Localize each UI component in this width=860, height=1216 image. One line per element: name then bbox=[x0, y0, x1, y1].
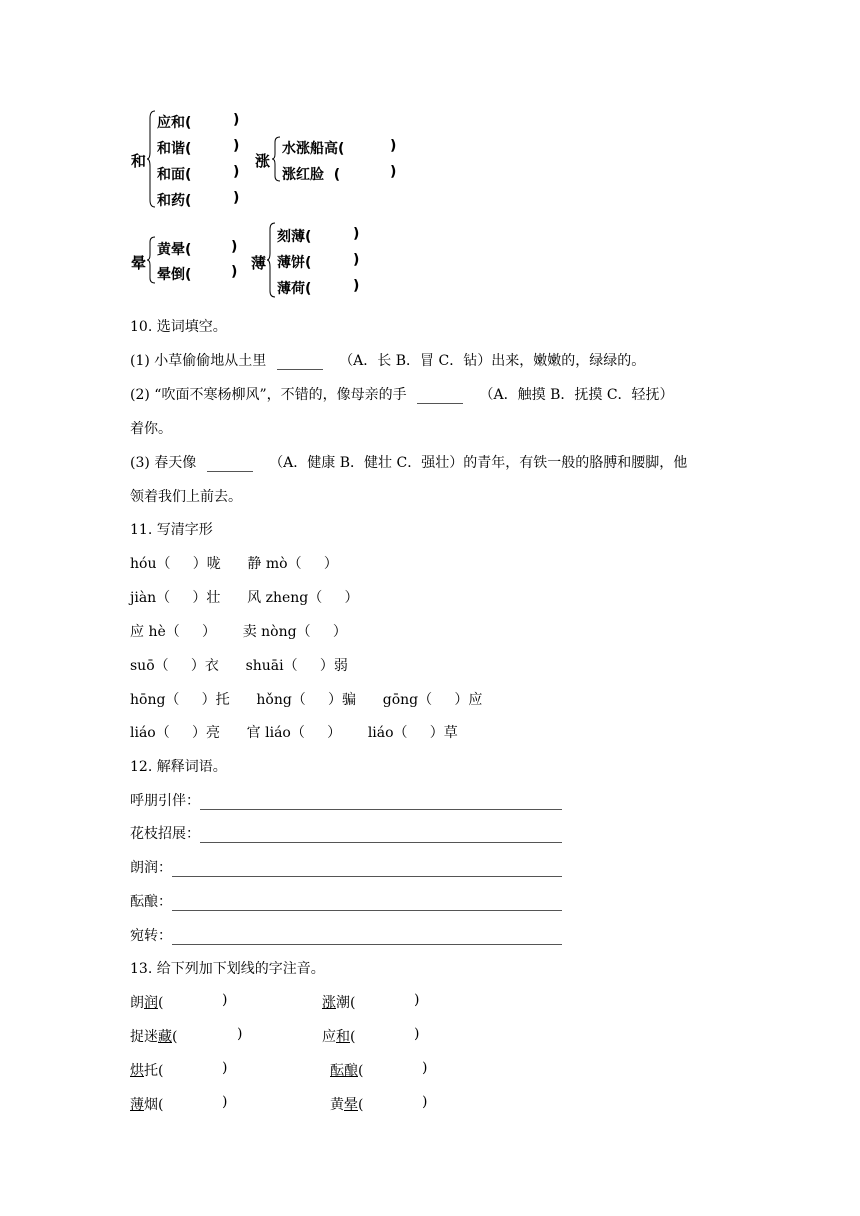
pinyin-row: suō（ ）衣 shuāi（ ）弱 bbox=[130, 658, 348, 674]
definition-row bbox=[130, 925, 562, 945]
group-item-close: ) bbox=[390, 138, 397, 154]
brace-icon bbox=[146, 236, 156, 284]
group-item-word: 黄晕( bbox=[157, 242, 192, 258]
group-item-close: ) bbox=[353, 278, 360, 294]
term-label: 呼朋引伴： bbox=[130, 793, 200, 809]
annotate-close: ) bbox=[414, 992, 420, 1008]
pinyin-row: liáo（ ）亮 官 liáo（ ） liáo（ ）草 bbox=[130, 725, 458, 741]
annotate-item: 朗润( bbox=[130, 995, 164, 1011]
group-head-bao: 薄 bbox=[251, 254, 267, 272]
annotate-item: 黄晕( bbox=[330, 1097, 364, 1113]
pinyin-row: 应 hè（ ） 卖 nòng（ ） bbox=[130, 624, 347, 640]
brace-icon bbox=[266, 222, 276, 298]
group-head-zhang: 涨 bbox=[255, 152, 271, 170]
group-item-word: 涨红脸 ( bbox=[282, 167, 341, 183]
group-item-word: 水涨船高( bbox=[282, 141, 345, 157]
answer-line[interactable] bbox=[172, 896, 562, 911]
question-title: 13. 给下列加下划线的字注音。 bbox=[130, 961, 325, 977]
answer-line[interactable] bbox=[200, 828, 562, 843]
question-title: 11. 写清字形 bbox=[130, 522, 213, 538]
term-label: 酝酿： bbox=[130, 894, 172, 910]
brace-icon bbox=[271, 136, 281, 182]
annotate-close: ) bbox=[222, 1094, 228, 1110]
group-item-word: 薄饼( bbox=[277, 255, 312, 271]
annotate-item: 应和( bbox=[322, 1029, 356, 1045]
group-item-close: ) bbox=[233, 138, 240, 154]
annotate-close: ) bbox=[422, 1060, 428, 1076]
question-title: 10. 选词填空。 bbox=[130, 319, 227, 335]
sentence-text: (2) “吹面不寒杨柳风”，不错的，像母亲的手 bbox=[130, 387, 407, 403]
sentence-text: （A．长 B．冒 C．钻）出来，嫩嫩的，绿绿的。 bbox=[339, 353, 646, 369]
definition-row bbox=[130, 823, 562, 843]
annotate-item: 捉迷藏( bbox=[130, 1029, 178, 1045]
group-item-close: ) bbox=[231, 239, 238, 255]
group-item-close: ) bbox=[233, 164, 240, 180]
sentence-text: (3) 春天像 bbox=[130, 455, 197, 471]
answer-line[interactable] bbox=[172, 930, 562, 945]
annotate-item: 烘托( bbox=[130, 1063, 164, 1079]
annotate-close: ) bbox=[222, 992, 228, 1008]
annotate-close: ) bbox=[222, 1060, 228, 1076]
definition-row bbox=[130, 891, 562, 911]
annotate-close: ) bbox=[237, 1026, 243, 1042]
answer-blank[interactable] bbox=[207, 457, 253, 472]
group-item-close: ) bbox=[390, 164, 397, 180]
pinyin-row: hóu（ ）咙 静 mò（ ） bbox=[130, 556, 338, 572]
answer-blank[interactable] bbox=[417, 389, 463, 404]
group-item-word: 和面( bbox=[157, 167, 192, 183]
fill-sentence bbox=[130, 452, 687, 472]
sentence-text: (1) 小草偷偷地从土里 bbox=[130, 353, 267, 369]
annotate-item: 涨潮( bbox=[322, 995, 356, 1011]
group-item-close: ) bbox=[353, 226, 360, 242]
annotate-close: ) bbox=[414, 1026, 420, 1042]
term-label: 花枝招展： bbox=[130, 826, 200, 842]
annotate-item: 薄烟( bbox=[130, 1097, 164, 1113]
pinyin-row: hōng（ ）托 hǒng（ ）骗 gōng（ ）应 bbox=[130, 692, 483, 708]
group-item-close: ) bbox=[353, 252, 360, 268]
term-label: 宛转： bbox=[130, 928, 172, 944]
sentence-continuation: 着你。 bbox=[130, 421, 172, 437]
annotate-item: 酝酿( bbox=[330, 1063, 364, 1079]
definition-row bbox=[130, 790, 562, 810]
sentence-text: （A．健康 B．健壮 C．强壮）的青年，有铁一般的胳膊和腰脚，他 bbox=[269, 455, 688, 471]
question-title: 12. 解释词语。 bbox=[130, 759, 227, 775]
pinyin-row: jiàn（ ）壮 风 zheng（ ） bbox=[130, 590, 359, 606]
fill-sentence bbox=[130, 350, 645, 370]
group-item-word: 和药( bbox=[157, 193, 192, 209]
answer-line[interactable] bbox=[172, 862, 562, 877]
term-label: 朗润： bbox=[130, 860, 172, 876]
group-item-word: 晕倒( bbox=[157, 267, 192, 283]
brace-icon bbox=[146, 110, 156, 208]
group-item-close: ) bbox=[233, 190, 240, 206]
group-item-close: ) bbox=[231, 264, 238, 280]
group-item-word: 和谐( bbox=[157, 141, 192, 157]
definition-row bbox=[130, 857, 562, 877]
fill-sentence bbox=[130, 384, 674, 404]
group-item-word: 薄荷( bbox=[277, 281, 312, 297]
group-head-he: 和 bbox=[131, 152, 147, 170]
group-head-yun: 晕 bbox=[131, 254, 147, 272]
group-item-word: 应和( bbox=[157, 115, 192, 131]
sentence-continuation: 领着我们上前去。 bbox=[130, 489, 242, 505]
answer-line[interactable] bbox=[200, 795, 562, 810]
sentence-text: （A．触摸 B．抚摸 C．轻抚） bbox=[479, 387, 674, 403]
group-item-close: ) bbox=[233, 112, 240, 128]
group-item-word: 刻薄( bbox=[277, 229, 312, 245]
answer-blank[interactable] bbox=[277, 355, 323, 370]
annotate-close: ) bbox=[422, 1094, 428, 1110]
